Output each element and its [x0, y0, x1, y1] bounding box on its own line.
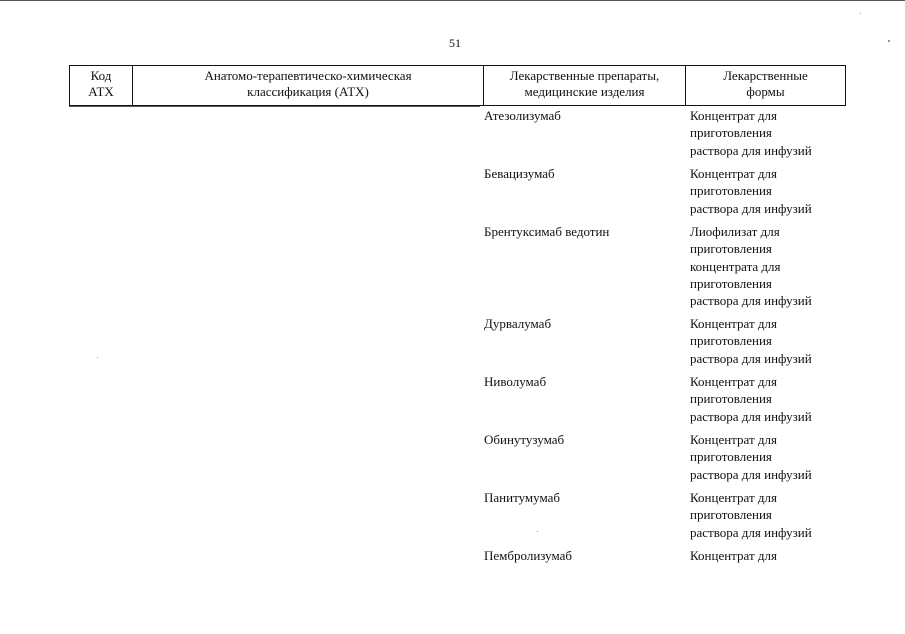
- scan-speck: [888, 40, 890, 42]
- header-line: АТХ: [88, 84, 114, 99]
- dosage-form: [690, 315, 840, 367]
- scan-speck: [97, 357, 98, 358]
- page-top-border: [0, 0, 905, 1]
- header-atc-code: [70, 66, 133, 105]
- dosage-form-line: раствора для инфузий: [690, 408, 812, 424]
- dosage-form: [690, 431, 840, 483]
- dosage-form: [690, 165, 840, 217]
- page-number: 51: [449, 36, 461, 50]
- header-line: Лекарственные препараты,: [509, 68, 660, 83]
- row-separator: [69, 106, 480, 107]
- table-header: [69, 65, 846, 106]
- dosage-form: [690, 547, 840, 564]
- dosage-form-line: Лиофилизат для: [690, 224, 780, 239]
- header-line: медицинские изделия: [524, 84, 645, 99]
- dosage-form-line: раствора для инфузий: [690, 200, 812, 216]
- header-line: Лекарственные: [723, 68, 808, 83]
- header-atc-classification: [133, 66, 484, 105]
- dosage-form-line: Концентрат для: [690, 548, 777, 563]
- dosage-form-line: Концентрат для: [690, 166, 777, 181]
- drug-name: Ниволумаб: [484, 374, 547, 389]
- drug-name: Обинутузумаб: [484, 432, 565, 447]
- dosage-form-line: приготовления: [690, 391, 772, 407]
- drug-name: Панитумумаб: [484, 490, 560, 505]
- dosage-form: [690, 107, 840, 159]
- header-line: Код: [90, 68, 112, 83]
- dosage-form-line: Концентрат для: [690, 108, 777, 123]
- drug-name: Пембролизумаб: [484, 548, 572, 563]
- dosage-form-line: приготовления: [690, 333, 772, 349]
- dosage-form: [690, 489, 840, 541]
- dosage-form-line: раствора для инфузий: [690, 524, 812, 540]
- dosage-form-line: Концентрат для: [690, 432, 777, 447]
- header-line: Анатомо-терапевтическо-химическая: [204, 68, 412, 83]
- dosage-form-line: Концентрат для: [690, 490, 777, 505]
- dosage-form-line: Концентрат для: [690, 316, 777, 331]
- dosage-form-line: Концентрат для: [690, 374, 777, 389]
- dosage-form-line: приготовления: [690, 507, 772, 523]
- dosage-form-line: приготовления: [690, 125, 772, 141]
- dosage-form-line: раствора для инфузий: [690, 350, 812, 366]
- drug-name: Бевацизумаб: [484, 166, 555, 181]
- header-drugs: [484, 66, 686, 105]
- dosage-form-line: приготовления: [690, 183, 772, 199]
- dosage-form-line: концентрата для: [690, 258, 781, 274]
- drug-name: Брентуксимаб ведотин: [484, 224, 610, 239]
- header-dosage-forms: [686, 66, 845, 105]
- dosage-form-line: раствора для инфузий: [690, 466, 812, 482]
- drug-name: Дурвалумаб: [484, 316, 552, 331]
- header-line: классификация (АТХ): [247, 84, 369, 99]
- dosage-form-line: раствора для инфузий: [690, 293, 812, 309]
- dosage-form-line: приготовления: [690, 275, 772, 291]
- dosage-form: [690, 223, 840, 309]
- dosage-form-line: приготовления: [690, 449, 772, 465]
- header-line: формы: [746, 84, 785, 99]
- scan-speck: [860, 13, 861, 14]
- scan-speck: [537, 531, 538, 532]
- dosage-form-line: приготовления: [690, 241, 772, 257]
- dosage-form: [690, 373, 840, 425]
- drug-name: Атезолизумаб: [484, 108, 561, 123]
- dosage-form-line: раствора для инфузий: [690, 142, 812, 158]
